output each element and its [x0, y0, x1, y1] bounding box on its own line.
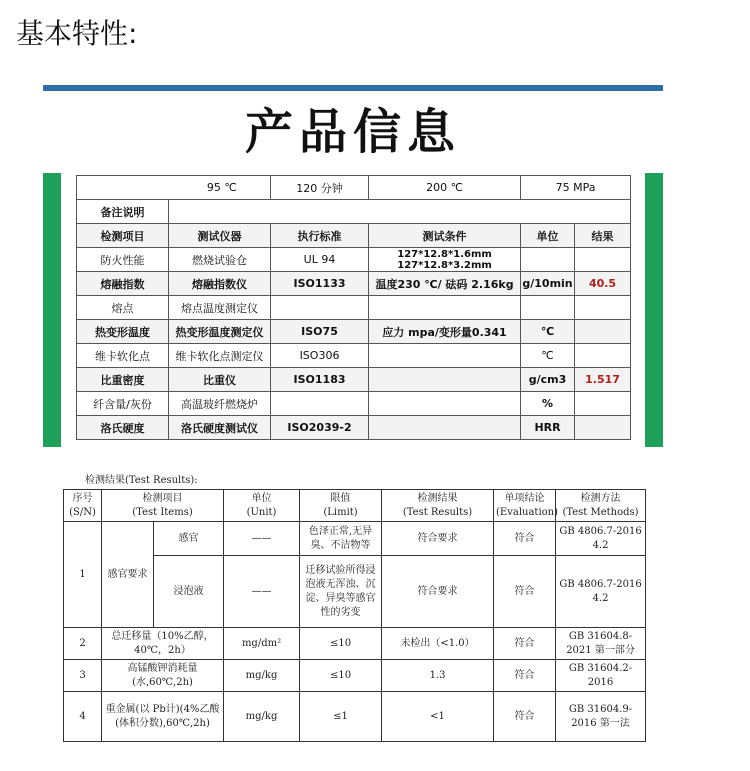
header-cell: 测试仪器 [169, 224, 271, 248]
result-cell: 符合要求 [382, 556, 494, 628]
cell: 纤含量/灰份 [77, 392, 169, 416]
cell: ISO1133 [271, 272, 369, 296]
cell: ISO75 [271, 320, 369, 344]
sn-cell: 1 [64, 522, 102, 628]
cell [575, 416, 631, 440]
cell [369, 392, 521, 416]
header-cell: 单位 [521, 224, 575, 248]
header-cell: 测试条件 [369, 224, 521, 248]
condition-cell: 120 分钟 [271, 176, 369, 200]
cell: 洛氏硬度测试仪 [169, 416, 271, 440]
remark-label: 备注说明 [77, 200, 169, 224]
cell: 比重密度 [77, 368, 169, 392]
cell: 熔融指数仪 [169, 272, 271, 296]
result-cell: 1.3 [382, 660, 494, 692]
condition-cell: 95 ℃ [77, 176, 271, 200]
unit-cell: —— [224, 556, 300, 628]
table-row [77, 248, 631, 272]
eval-cell: 符合 [494, 556, 556, 628]
table-row [64, 628, 646, 660]
cell: 熔点温度测定仪 [169, 296, 271, 320]
header-cell: 单项结论 (Evaluation) [494, 490, 556, 522]
card-top-bar [43, 85, 663, 91]
unit-cell: —— [224, 522, 300, 556]
eval-cell: 符合 [494, 628, 556, 660]
header-cell: 检测项目 (Test Items) [102, 490, 224, 522]
header-row [64, 490, 646, 522]
cell [369, 416, 521, 440]
eval-cell: 符合 [494, 522, 556, 556]
header-cell: 限值 (Limit) [300, 490, 382, 522]
cell: 温度230 ℃/ 砝码 2.16kg [369, 272, 521, 296]
cell: g/10min [521, 272, 575, 296]
cell: 热变形温度测定仪 [169, 320, 271, 344]
header-cell: 检测结果 (Test Results) [382, 490, 494, 522]
cell: 燃烧试验仓 [169, 248, 271, 272]
test-results-caption: 检测结果(Test Results): [85, 475, 198, 486]
cell [521, 296, 575, 320]
header-cell: 检测方法 (Test Methods) [556, 490, 646, 522]
header-cell: 执行标准 [271, 224, 369, 248]
cell: 防火性能 [77, 248, 169, 272]
unit-cell: mg/kg [224, 660, 300, 692]
table-row [64, 522, 646, 556]
method-cell: GB 4806.7-2016 4.2 [556, 556, 646, 628]
sub-item-cell: 浸泡液 [154, 556, 224, 628]
left-green-band [43, 173, 61, 447]
result-value: 1.517 [575, 368, 631, 392]
sn-cell: 4 [64, 692, 102, 742]
header-row [77, 224, 631, 248]
unit-cell: mg/dm² [224, 628, 300, 660]
cell: ℃ [521, 344, 575, 368]
sn-cell: 2 [64, 628, 102, 660]
header-cell: 检测项目 [77, 224, 169, 248]
cell [575, 296, 631, 320]
table-row [64, 660, 646, 692]
header-cell: 序号 (S/N) [64, 490, 102, 522]
card-title: 产品信息 [244, 104, 461, 160]
cell: ℃ [521, 320, 575, 344]
condition-cell: 200 ℃ [369, 176, 521, 200]
condition-row [77, 176, 631, 200]
product-info-card [43, 85, 663, 447]
cell: 熔点 [77, 296, 169, 320]
limit-cell: 迁移试验所得浸泡液无浑浊、沉淀、异臭等感官性的劣变 [300, 556, 382, 628]
table-row [77, 368, 631, 392]
unit-cell: mg/kg [224, 692, 300, 742]
table-row [77, 272, 631, 296]
result-cell: 未检出（<1.0） [382, 628, 494, 660]
cell [575, 320, 631, 344]
cell [575, 392, 631, 416]
limit-cell: 色泽正常,无异臭、不洁物等 [300, 522, 382, 556]
cell: HRR [521, 416, 575, 440]
cell: 127*12.8*1.6mm 127*12.8*3.2mm [369, 248, 521, 272]
limit-cell: ≤10 [300, 628, 382, 660]
sub-item-cell: 感官 [154, 522, 224, 556]
cell [575, 344, 631, 368]
result-cell: 符合要求 [382, 522, 494, 556]
product-info-table [76, 175, 631, 440]
item-cell: 重金属(以 Pb计)(4%乙酸(体积分数),60℃,2h) [102, 692, 224, 742]
cell: ISO306 [271, 344, 369, 368]
cell [271, 296, 369, 320]
method-cell: GB 31604.9-2016 第一法 [556, 692, 646, 742]
header-cell: 单位 (Unit) [224, 490, 300, 522]
result-cell: <1 [382, 692, 494, 742]
item-cell: 感官要求 [102, 522, 154, 628]
cell [369, 344, 521, 368]
item-cell: 高锰酸钾消耗量(水,60℃,2h) [102, 660, 224, 692]
cell: g/cm3 [521, 368, 575, 392]
table-row [77, 416, 631, 440]
eval-cell: 符合 [494, 660, 556, 692]
cell: 维卡软化点 [77, 344, 169, 368]
limit-cell: ≤10 [300, 660, 382, 692]
test-results-section [63, 472, 645, 742]
table-row [64, 692, 646, 742]
page-heading: 基本特性: [16, 17, 138, 50]
cell: 维卡软化点测定仪 [169, 344, 271, 368]
condition-cell: 75 MPa [521, 176, 631, 200]
result-value: 40.5 [575, 272, 631, 296]
cell: 高温玻纤燃烧炉 [169, 392, 271, 416]
cell: 洛氏硬度 [77, 416, 169, 440]
right-green-band [645, 173, 663, 447]
cell [369, 296, 521, 320]
cell: 熔融指数 [77, 272, 169, 296]
cell [521, 248, 575, 272]
item-cell: 总迁移量（10%乙醇，40℃，2h） [102, 628, 224, 660]
cell [271, 392, 369, 416]
limit-cell: ≤1 [300, 692, 382, 742]
cell: 比重仪 [169, 368, 271, 392]
remark-value [169, 200, 631, 224]
table-row [77, 320, 631, 344]
remark-row [77, 200, 631, 224]
cell: % [521, 392, 575, 416]
cell [575, 248, 631, 272]
cell: 热变形温度 [77, 320, 169, 344]
sn-cell: 3 [64, 660, 102, 692]
cell: ISO2039-2 [271, 416, 369, 440]
method-cell: GB 31604.2-2016 [556, 660, 646, 692]
table-row [77, 296, 631, 320]
method-cell: GB 31604.8-2021 第一部分 [556, 628, 646, 660]
table-row [77, 344, 631, 368]
test-results-table [63, 489, 646, 742]
cell: UL 94 [271, 248, 369, 272]
cell [369, 368, 521, 392]
method-cell: GB 4806.7-2016 4.2 [556, 522, 646, 556]
table-row [77, 392, 631, 416]
cell: ISO1183 [271, 368, 369, 392]
eval-cell: 符合 [494, 692, 556, 742]
cell: 应力 mpa/变形量0.341 [369, 320, 521, 344]
header-cell: 结果 [575, 224, 631, 248]
